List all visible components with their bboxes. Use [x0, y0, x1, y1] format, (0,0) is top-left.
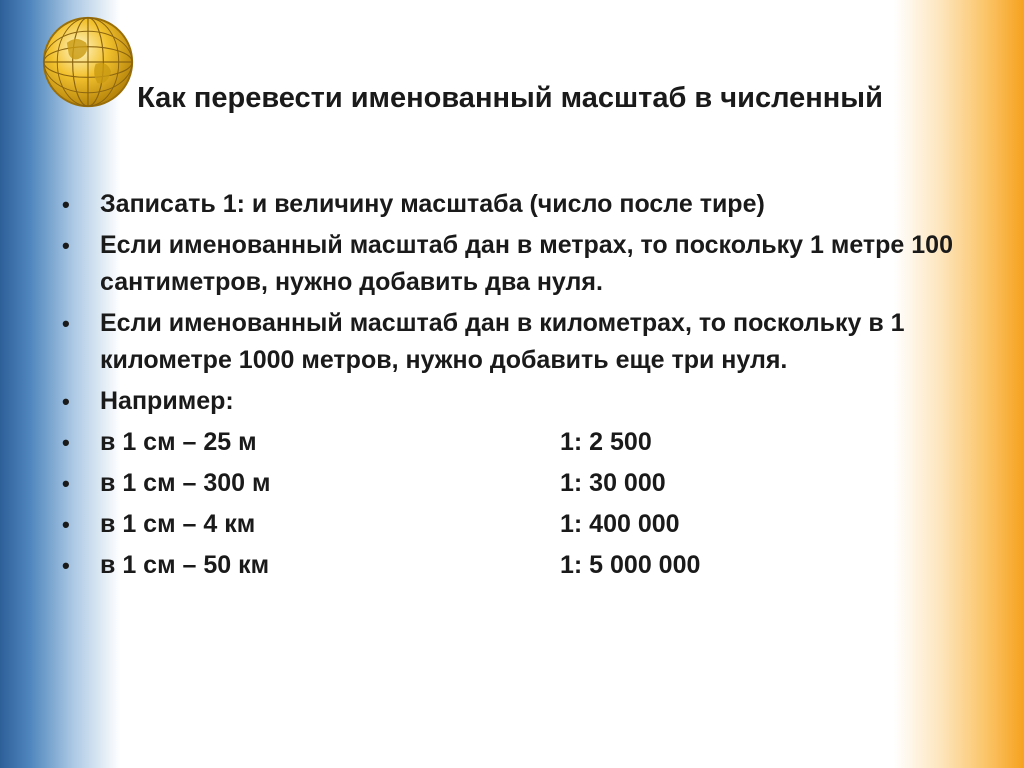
- example-numeric-scale: 1: 400 000: [560, 510, 680, 538]
- bullet-item: • Если именованный масштаб дан в метрах, то поскольку 1 метре 100 сантиметров, нужно добавить два нуля.: [62, 227, 962, 301]
- example-row: [62, 506, 962, 543]
- example-row: [62, 547, 962, 584]
- bullet-dot: •: [62, 471, 70, 496]
- example-row: [62, 424, 962, 461]
- bullet-dot: •: [62, 311, 70, 336]
- example-named-scale: в 1 см – 4 км: [100, 510, 256, 538]
- bullet-list: [62, 186, 962, 588]
- example-named-scale: в 1 см – 50 км: [100, 551, 270, 579]
- bullet-dot: •: [62, 512, 70, 537]
- example-row: [62, 465, 962, 502]
- bullet-dot: •: [62, 233, 70, 258]
- bullet-dot: •: [62, 389, 70, 414]
- bullet-item: • Записать 1: и величину масштаба (число после тире): [62, 186, 962, 223]
- globe-icon: [40, 14, 136, 110]
- slide-title: Как перевести именованный масштаб в численный: [137, 82, 883, 114]
- example-numeric-scale: 1: 5 000 000: [560, 551, 701, 579]
- bullet-dot: •: [62, 192, 70, 217]
- example-named-scale: в 1 см – 300 м: [100, 469, 271, 497]
- example-numeric-scale: 1: 2 500: [560, 428, 652, 456]
- example-numeric-scale: 1: 30 000: [560, 469, 666, 497]
- bullet-dot: •: [62, 553, 70, 578]
- example-named-scale: в 1 см – 25 м: [100, 428, 257, 456]
- bullet-item: • Если именованный масштаб дан в километрах, то поскольку в 1 километре 1000 метров, нужно добавить еще три нуля.: [62, 305, 962, 379]
- bullet-dot: •: [62, 430, 70, 455]
- bullet-item: • Например:: [62, 383, 962, 420]
